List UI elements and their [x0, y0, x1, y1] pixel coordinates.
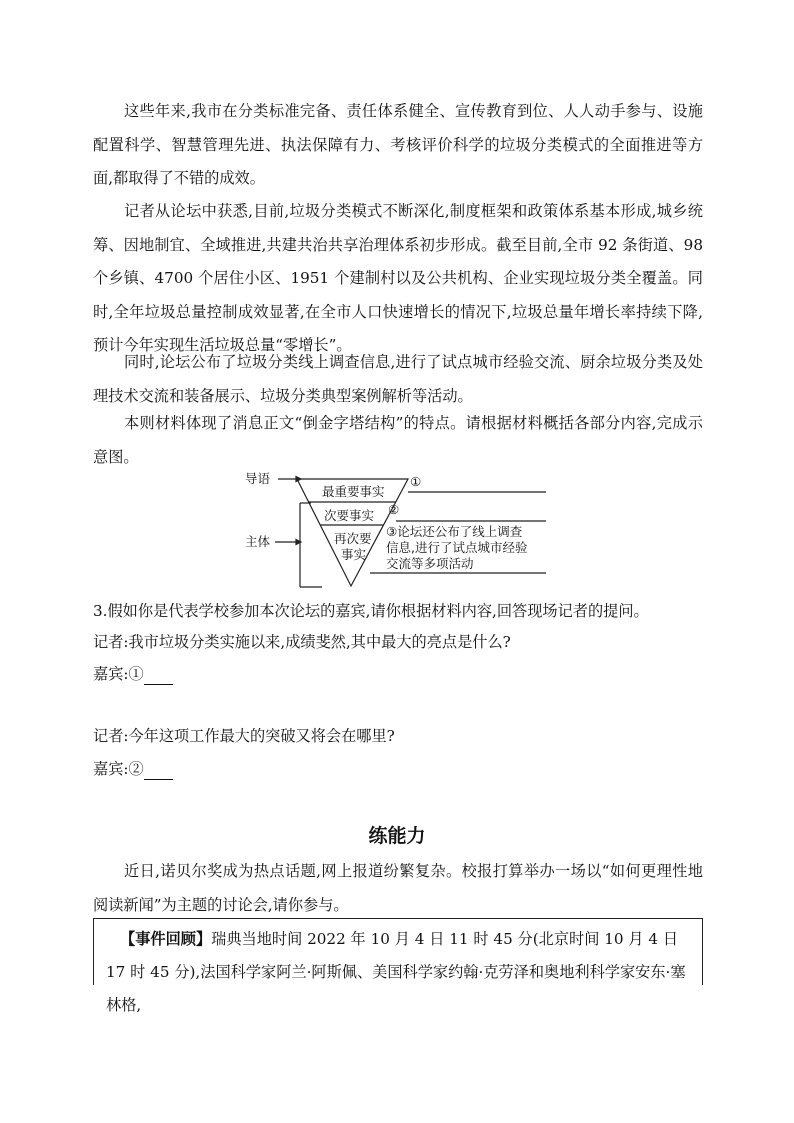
- question-2: 记者:今年这项工作最大的突破又将会在哪里?: [93, 727, 395, 745]
- answer-1-prefix: 嘉宾:①: [93, 665, 144, 683]
- paragraph-forum-activities: 同时,论坛公布了垃圾分类线上调查信息,进行了试点城市经验交流、厨余垃圾分类及处理技术交流和装备展示、垃圾分类典型案例解析等活动。: [93, 353, 703, 405]
- event-body: 瑞典当地时间 2022 年 10 月 4 日 11 时 45 分(北京时间 10 月 4 日 17 时 45 分),法国科学家阿兰·阿斯佩、美国科学家约翰·克劳泽和奥地利科学家安东·塞林格,: [106, 930, 686, 1014]
- event-review-text: [106, 923, 696, 1022]
- answer-2: [93, 758, 173, 780]
- paragraph-task: 本则材料体现了消息正文“倒金字塔结构”的特点。请根据材料概括各部分内容,完成示意图。: [93, 414, 703, 466]
- question-1: 记者:我市垃圾分类实施以来,成绩斐然,其中最大的亮点是什么?: [93, 633, 511, 651]
- event-tag: 【事件回顾】: [120, 930, 212, 948]
- section-title: 练能力: [368, 825, 426, 847]
- question-3-title: 3.假如你是代表学校参加本次论坛的嘉宾,请你根据材料内容,回答现场记者的提问。: [93, 602, 649, 620]
- label-lead: 导语: [245, 471, 271, 486]
- paragraph-achievements: 这些年来,我市在分类标准完备、责任体系健全、宣传教育到位、人人动手参与、设施配置科学、智慧管理先进、执法保障有力、考核评价科学的垃圾分类模式的全面推进等方面,都取得了不错的成效。: [93, 102, 703, 187]
- level1-text: 最重要事实: [322, 484, 385, 499]
- level3-text-1: 再次要: [334, 531, 372, 546]
- mark3-line-1: ③论坛还公布了线上调查: [386, 524, 523, 539]
- answer-2-prefix: 嘉宾:②: [93, 760, 144, 778]
- paragraph-forum-news: 记者从论坛中获悉,目前,垃圾分类模式不断深化,制度框架和政策体系基本形成,城乡统筹、因地制宜、全域推进,共建共治共享治理体系初步形成。截至目前,全市 92 条街道、98 个乡镇、4700 个居住小区、1951 个建制村以及公共机构、企业实现垃圾分类全覆盖。同时,全年垃圾总量控制成效显著,在全市人口快速增长的情况下,垃圾总量年增长率持续下降,预计今年实现生活垃圾总量“零增长”。: [93, 202, 703, 354]
- answer-2-blank[interactable]: [144, 763, 173, 780]
- mark3-line-2: 信息,进行了试点城市经验: [386, 540, 528, 555]
- event-review-box: [93, 918, 703, 1014]
- intro-paragraph: 近日,诺贝尔奖成为热点话题,网上报道纷繁复杂。校报打算举办一场以“如何更理性地阅读新闻”为主题的讨论会,请你参与。: [93, 862, 703, 914]
- level2-text: 次要事实: [324, 508, 375, 523]
- mark-2: ②: [388, 502, 400, 517]
- label-body: 主体: [245, 534, 271, 549]
- mark-1: ①: [410, 474, 422, 489]
- inverted-pyramid-diagram: [240, 466, 550, 591]
- level3-text-2: 事实: [341, 547, 367, 562]
- answer-1: [93, 663, 173, 685]
- answer-1-blank[interactable]: [144, 668, 173, 685]
- mark3-line-3: 交流等多项活动: [386, 556, 474, 571]
